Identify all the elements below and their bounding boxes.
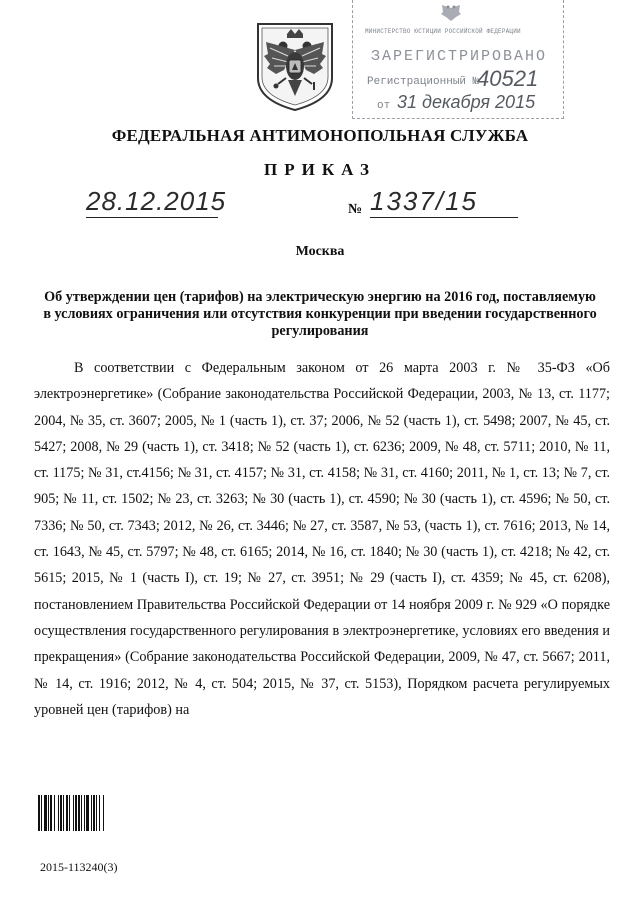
body-paragraph: В соответствии с Федеральным законом от 26 марта 2003 г. № 35-ФЗ «Об электроэнергетике» (Собрание законодательства Российской Федерации, 2003, № 13, ст. 1177; 2004, № 35, ст. 3607; 2005, № 1 (часть 1), ст. 37; 2006, № 52 (часть 1), ст. 5498; 2007, № 45, ст. 5427; 2008, № 29 (часть 1), ст. 3418; № 52 (часть 1), ст. 6236; 2009, № 48, ст. 5711; 2010, № 11, ст. 1175; № 31, ст.4156; № 31, ст. 4157; № 31, ст. 4158; № 31, ст. 4160; 2011, № 1, ст. 13; № 7, ст. 905; № 11, ст. 1502; № 23, ст. 3263; № 30 (часть 1), ст. 4590; № 30 (часть 1), ст. 4596; № 50, ст. 7336; № 50, ст. 7343; 2012, № 26, ст. 3446; № 27, ст. 3587, № 53, (часть 1), ст. 7616; 2013, № 14, ст. 1643, № 45, ст. 5797; № 48, ст. 6165; 2014, № 16, ст. 1840; № 30 (часть 1), ст. 4218; № 42, ст. 5615; 2015, № 1 (часть I), ст. 19; № 27, ст. 3951; № 29 (часть I), ст. 4359; № 45, ст. 6208), постановлением Правительства Российской Федерации от 14 ноября 2009 г. № 929 «О порядке осуществления государственного регулирования в электроэнергетике, условиях его введения и прекращения» (Собрание законодательства Российской Федерации, 2009, № 47, ст. 5667; 2011, № 14, ст. 1916; 2012, № 4, ст. 504; 2015, № 37, ст. 5153), Порядком расчета регулируемых уровней цен (тарифов) на (34, 360, 610, 718)
barcode (38, 795, 148, 831)
order-number-label: № (348, 202, 363, 217)
stamp-registration-date: 31 декабря 2015 (397, 92, 536, 112)
stamp-ministry-name: МИНИСТЕРСТВО ЮСТИЦИИ РОССИЙСКОЙ ФЕДЕРАЦИИ (365, 28, 521, 35)
stamp-registration-number: 40521 (477, 66, 539, 91)
order-number: 1337/15 (370, 186, 518, 218)
stamp-registered-text: ЗАРЕГИСТРИРОВАНО (371, 48, 548, 65)
small-eagle-icon (439, 2, 463, 24)
stamp-registration-label: Регистрационный № (367, 76, 480, 88)
document-id: 2015-113240(3) (40, 860, 118, 874)
registration-stamp (352, 0, 564, 119)
city: Москва (295, 244, 345, 259)
document-type: ПРИКАЗ (264, 160, 376, 179)
order-date: 28.12.2015 (86, 186, 227, 216)
agency-name: ФЕДЕРАЛЬНАЯ АНТИМОНОПОЛЬНАЯ СЛУЖБА (111, 126, 529, 145)
document-title: Об утверждении цен (тарифов) на электрическую энергию на 2016 год, поставляемую в условиях ограничения или отсутствия конкуренции при введении государственного регулирования (43, 289, 597, 339)
coat-of-arms-emblem (250, 20, 340, 112)
stamp-date-label: от (377, 100, 391, 112)
